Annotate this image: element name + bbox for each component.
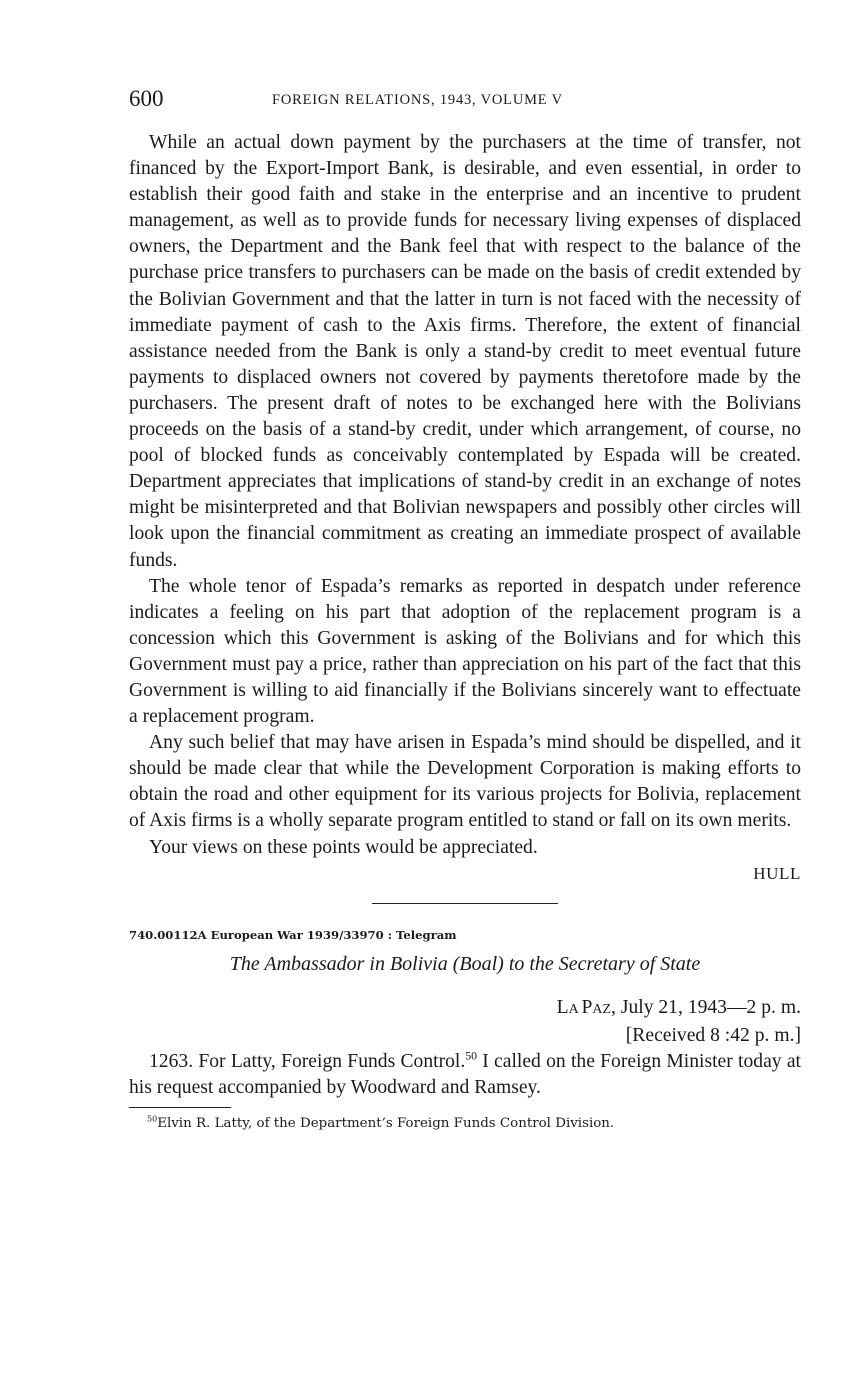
message-paragraph [129,1049,801,1101]
message-body [129,1049,801,1101]
place-initial-2: P [581,996,593,1018]
footnote-text: Elvin R. Latty, of the Department’s Foreign Funds Control Division. [157,1116,615,1131]
paragraph-2: The whole tenor of Espada’s remarks as reported in despatch under reference indicates a feeling on his part that adoption of the replacement program is a concession which this Government is asking of the Bolivians and for which this Government must pay a price, rather than appreciation on his part of the fact that this Government is willing to aid financially if the Bolivians sincerely want to effectuate a replacement program. [129,575,801,728]
telegram-body [129,130,801,861]
footnote-reference: 50 [465,1049,477,1063]
document-page [129,86,801,1133]
place-part-2: AZ [592,1001,612,1017]
file-reference: 740.00112A European War 1939/33970 : Telegram [129,927,457,942]
page-header [129,86,801,116]
paragraph-4: Your views on these points would be appreciated. [149,836,538,858]
footnote [129,1115,801,1133]
message-rest: I called on the Foreign Minister today at his request accompanied by Woodward and Ramsey. [129,1050,801,1098]
page-number: 600 [129,86,164,111]
footnote-rule [129,1107,231,1108]
footnote-marker: 50 [147,1114,158,1124]
place-date-line [129,995,801,1023]
paragraph-1: While an actual down payment by the purchasers at the time of transfer, not financed by the Export-Import Bank, is desirable, and even essential, in order to establish their good faith and stake in the enterprise and an incentive to prudent management, as well as to provide funds for necessary living expenses of displaced owners, the Department and the Bank feel that with respect to the balance of the purchase price transfers to purchasers can be made on the basis of credit extended by the Bolivian Government and that the latter in turn is not faced with the necessity of immediate payment of cash to the Axis firms. Therefore, the extent of financial assistance needed from the Bank is only a stand-by credit to meet eventual future payments to displaced owners not covered by payments theretofore made by the purchasers. The present draft of notes to be exchanged here with the Bolivians proceeds on the basis of a stand-by credit, under which arrangement, of course, no pool of blocked funds as conceivably contemplated by Espada will be created. Department appreciates that implications of stand-by credit in an exchange of notes might be misinterpreted and that Bolivian newspapers and possibly other circles will look upon the financial commitment as creating an immediate prospect of available funds. [129,132,801,571]
document-title: The Ambassador in Bolivia (Boal) to the Secretary of State [229,952,701,975]
place-part: A [568,1001,582,1017]
section-divider [372,903,558,904]
date-time: , July 21, 1943—2 p. m. [611,996,801,1018]
signature: HULL [753,863,801,883]
message-start: 1263. For Latty, Foreign Funds Control. [149,1050,466,1072]
place-initial: L [556,996,569,1018]
received-time: [Received 8 :42 p. m.] [625,1024,801,1046]
running-head: FOREIGN RELATIONS, 1943, VOLUME V [272,92,563,108]
paragraph-3: Any such belief that may have arisen in Espada’s mind should be dispelled, and it should be made clear that while the Development Corporation is making efforts to obtain the road and other equipment for its various projects for Bolivia, replacement of Axis firms is a wholly separate program entitled to stand or fall on its own merits. [129,732,801,832]
